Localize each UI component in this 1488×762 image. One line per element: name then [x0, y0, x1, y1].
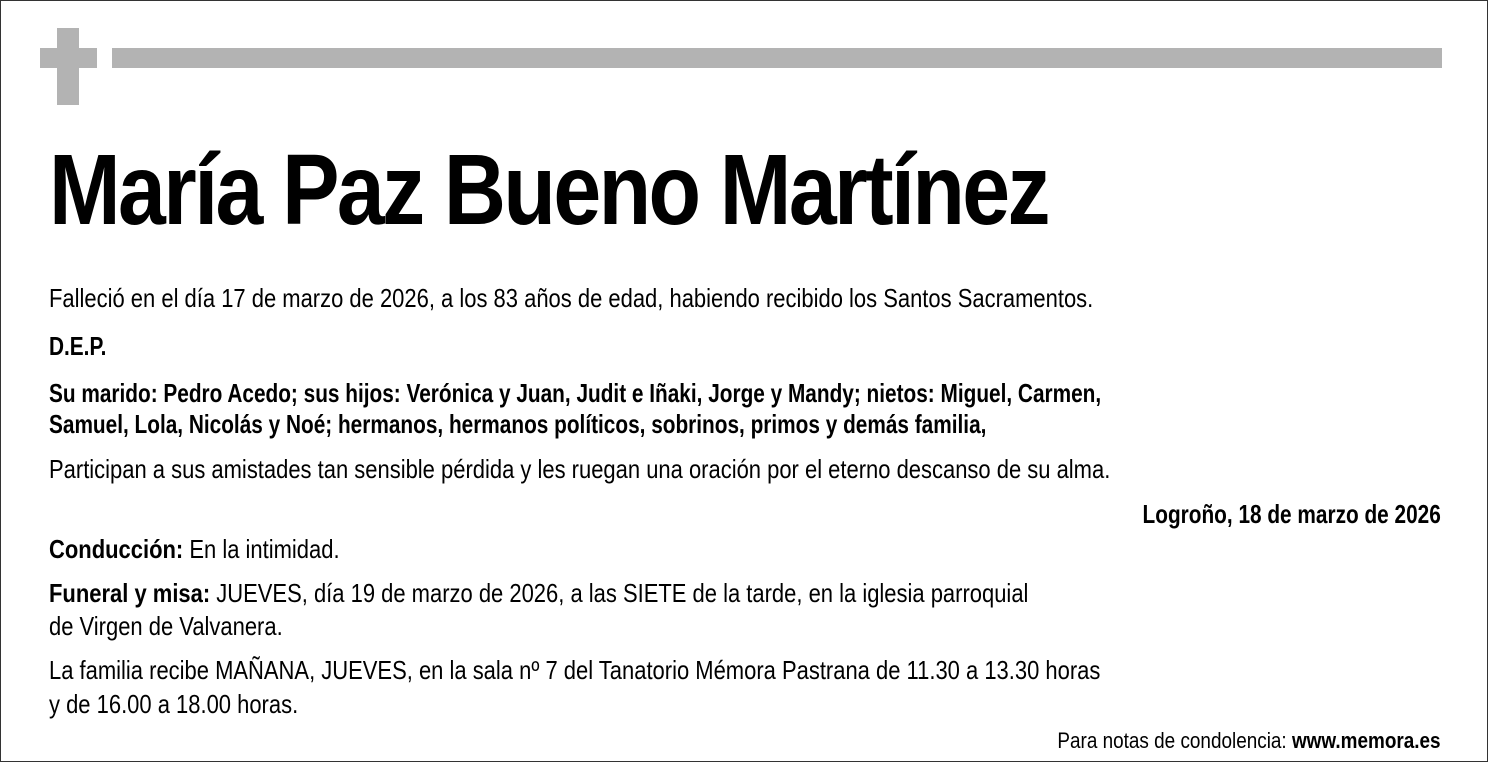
death-notice: Falleció en el día 17 de marzo de 2026, a los 83 años de edad, habiendo recibido los Santos Sacramentos.	[49, 283, 1094, 313]
funeral-row	[49, 578, 1028, 608]
deceased-name: María Paz Bueno Martínez	[49, 134, 1048, 246]
header-rule	[112, 48, 1442, 68]
rip-label: D.E.P.	[49, 331, 107, 361]
participation-text: Participan a sus amistades tan sensible pérdida y les ruegan una oración por el eterno descanso de su alma.	[49, 454, 1111, 484]
place-date: Logroño, 18 de marzo de 2026	[1142, 499, 1441, 529]
funeral-row-2: de Virgen de Valvanera.	[49, 611, 283, 641]
cross-icon-arm	[40, 48, 97, 68]
condolence-label: Para notas de condolencia:	[1057, 728, 1293, 753]
conduccion-row	[49, 534, 340, 564]
family-line-1: Su marido: Pedro Acedo; sus hijos: Verónica y Juan, Judit e Iñaki, Jorge y Mandy; nietos: Miguel, Carmen,	[49, 378, 1102, 408]
conduccion-label: Conducción:	[49, 534, 184, 564]
visitation-line-2: y de 16.00 a 18.00 horas.	[49, 689, 299, 719]
condolence-footer	[1058, 728, 1441, 754]
website-link[interactable]: www.memora.es	[1292, 728, 1441, 753]
family-line-2: Samuel, Lola, Nicolás y Noé; hermanos, hermanos políticos, sobrinos, primos y demás familia,	[49, 409, 987, 439]
funeral-label: Funeral y misa:	[49, 578, 211, 608]
conduccion-value: En la intimidad.	[183, 534, 340, 564]
visitation-line-1: La familia recibe MAÑANA, JUEVES, en la sala nº 7 del Tanatorio Mémora Pastrana de 11.30 a 13.30 horas	[49, 655, 1101, 685]
funeral-value: JUEVES, día 19 de marzo de 2026, a las SIETE de la tarde, en la iglesia parroquial	[210, 578, 1029, 608]
